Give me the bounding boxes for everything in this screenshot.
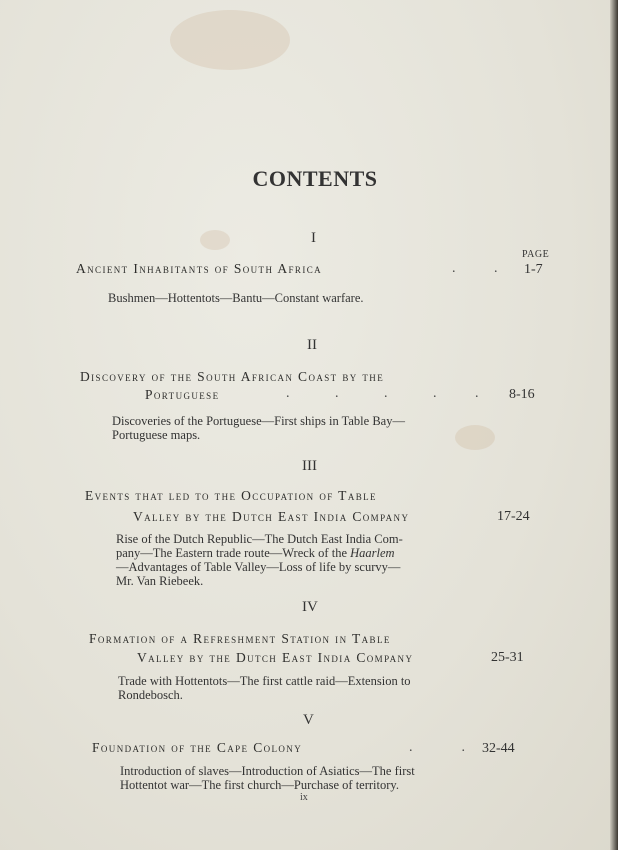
chapter-summary: Discoveries of the Portuguese—First ships in Table Bay—: [112, 414, 405, 428]
chapter-summary-text: pany—The Eastern trade route—Wreck of the: [116, 546, 351, 560]
chapter-numeral: III: [302, 458, 317, 474]
chapter-heading: Events that led to the Occupation of Table: [85, 488, 377, 503]
leader-dots: . .: [409, 740, 465, 755]
page-title: CONTENTS: [252, 166, 378, 191]
chapter-summary: Rise of the Dutch Republic—The Dutch East India Com-: [116, 532, 403, 546]
chapter-summary: Mr. Van Riebeek.: [116, 574, 204, 588]
foxing-stain: [170, 10, 290, 70]
chapter-pages: 17-24: [497, 509, 530, 524]
leader-dots: . . . . .: [286, 386, 479, 401]
chapter-summary: Bushmen—Hottentots—Bantu—Constant warfare.: [108, 291, 364, 305]
chapter-heading: Portuguese: [145, 387, 220, 402]
page-number: ix: [300, 792, 308, 803]
chapter-pages: 1-7: [524, 262, 543, 277]
chapter-pages: 8-16: [509, 387, 535, 402]
page-column-label: PAGE: [522, 249, 550, 260]
chapter-numeral: V: [303, 712, 314, 728]
chapter-summary: Hottentot war—The first church—Purchase of territory.: [120, 778, 399, 792]
chapter-summary: Rondebosch.: [118, 688, 183, 702]
chapter-numeral: II: [307, 337, 317, 353]
leader-dots: . .: [452, 261, 498, 276]
chapter-summary: Trade with Hottentots—The first cattle raid—Extension to: [118, 674, 411, 688]
chapter-heading: Foundation of the Cape Colony: [92, 740, 303, 755]
chapter-heading: Discovery of the South African Coast by the: [80, 369, 385, 384]
chapter-summary: Portuguese maps.: [112, 428, 201, 442]
chapter-numeral: I: [311, 230, 316, 246]
ship-name: Haarlem: [350, 546, 395, 560]
foxing-stain: [200, 230, 230, 250]
chapter-heading: Valley by the Dutch East India Company: [137, 650, 414, 665]
chapter-numeral: IV: [302, 599, 318, 615]
chapter-pages: 25-31: [491, 650, 524, 665]
book-spine-edge: [610, 0, 618, 850]
chapter-summary: —Advantages of Table Valley—Loss of life by scurvy—: [116, 560, 401, 574]
chapter-heading: Valley by the Dutch East India Company: [133, 509, 410, 524]
chapter-heading: Ancient Inhabitants of South Africa: [76, 261, 323, 276]
chapter-summary: [116, 546, 395, 560]
chapter-heading: Formation of a Refreshment Station in Table: [89, 631, 391, 646]
foxing-stain: [455, 425, 495, 450]
chapter-pages: 32-44: [482, 741, 515, 756]
chapter-summary: Introduction of slaves—Introduction of Asiatics—The first: [120, 764, 415, 778]
